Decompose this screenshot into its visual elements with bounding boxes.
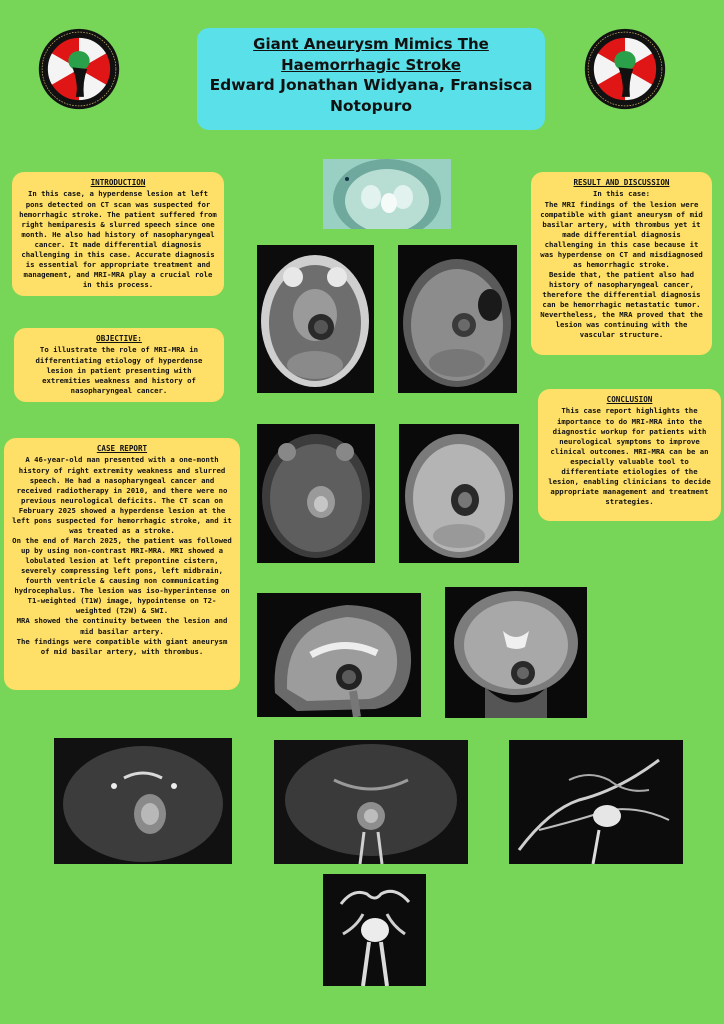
conclusion-heading: CONCLUSION xyxy=(606,395,653,404)
mri-t2-axial-image xyxy=(257,245,374,393)
introduction-body: In this case, a hyperdense lesion at left pons detected on CT scan was suspected for hemorrhagic stroke. The patient suffered from right hemiparesis & slurred speech since one month. He also had history of nasopharyngeal cancer. It made differential diagnosis challenging in this case. Accurate diagnosis is essential for appropriate treatment and management, and MRI-MRA play a crucial role in this process. xyxy=(19,189,217,290)
mra-3d-lateral-image xyxy=(509,740,683,864)
introduction-heading: INTRODUCTION xyxy=(90,178,146,187)
logo-left xyxy=(38,28,120,110)
objective-body: To illustrate the role of MRI-MRA in differentiating etiology of hyperdense lesion in patient presenting with extremities weakness and history of nasopharyngeal cancer. xyxy=(35,345,203,395)
title-box xyxy=(197,28,545,130)
ct-scan-axial-image xyxy=(323,159,451,229)
authors-line1: Edward Jonathan Widyana, Fransisca xyxy=(209,76,533,95)
objective-box xyxy=(14,328,224,402)
mra-axial-source-image xyxy=(54,738,232,864)
conclusion-box xyxy=(538,389,721,521)
result-heading: RESULT AND DISCUSSION xyxy=(573,178,670,187)
case-report-body: A 46-year-old man presented with a one-month history of right extremity weakness and slurred speech. He had a nasopharyngeal cancer and received radiotherapy in 2010, and there were no previous neurological deficits. The CT scan on February 2025 showed a hyperdense lesion at the left pons suspected for hemorrhagic stroke, and it was treated as a stroke. On the end of March 2025, the patient was followed up by using non-contrast MRI-MRA. MRI showed a lobulated lesion at left prepontine cistern, severely compressing left pons, left midbrain, fourth ventricle & causing non communicating hydrocephalus. The lesion was iso-hyperintense on T1-weighted (T1W) image, hypointense on T2-weighted (T2W) & SWI. MRA showed the continuity between the lesion and mid basilar artery. The findings were compatible with giant aneurysm of mid basilar artery, with thrombus. xyxy=(12,455,232,656)
case-report-heading: CASE REPORT xyxy=(96,444,148,453)
mri-sagittal-image xyxy=(257,593,421,717)
society-emblem-icon xyxy=(38,28,120,110)
logo-right xyxy=(584,28,666,110)
objective-heading: OBJECTIVE: xyxy=(96,334,142,343)
conclusion-body: This case report highlights the importance to do MRI-MRA into the diagnostic workup for patients with neurological symptoms to improve clinical outcomes. MRI-MRA can be an especially valuable tool to differentiate etiologies of the lesion, enabling clinicians to decide appropriate management and treatment strategies. xyxy=(548,406,711,507)
mri-coronal-image xyxy=(445,587,587,718)
poster-title-line2: Haemorrhagic Stroke xyxy=(281,55,461,74)
result-discussion-box xyxy=(531,172,712,355)
introduction-box xyxy=(12,172,224,296)
poster-title-line1: Giant Aneurysm Mimics The xyxy=(253,35,489,53)
mri-swi-axial-image xyxy=(399,424,519,563)
society-emblem-icon xyxy=(584,28,666,110)
mra-3d-frontal-image xyxy=(323,874,426,986)
mra-coronal-source-image xyxy=(274,740,468,864)
mri-flair-axial-image xyxy=(398,245,517,393)
authors-line2: Notopuro xyxy=(329,97,413,116)
mri-t1-axial-image xyxy=(257,424,375,563)
case-report-box xyxy=(4,438,240,690)
result-body: In this case: The MRI findings of the lesion were compatible with giant aneurysm of mid basilar artery, with thrombus yet it made differential diagnosis challenging in this case because it was hyperdense on CT and misdiagnosed as hemorrhagic stroke. Beside that, the patient also had history of nasopharyngeal cancer, therefore the differential diagnosis can be hemorrhagic metastatic tumor. Nevertheless, the MRA proved that the lesion was continuing with the vascular structure. xyxy=(540,189,703,340)
